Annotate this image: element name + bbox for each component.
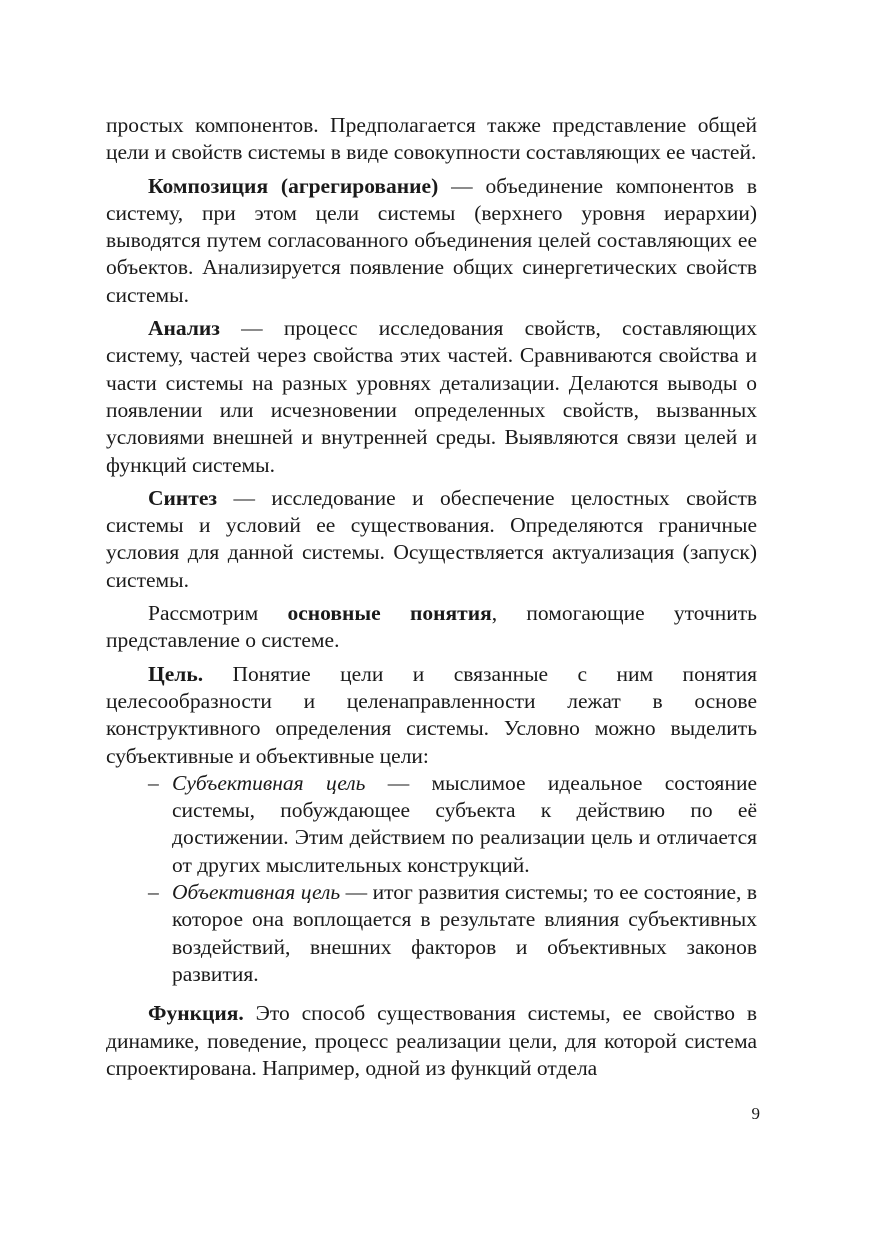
goal-types-list — [106, 770, 757, 988]
paragraph-text: Это способ существования системы, ее свойство в динамике, поведение, процесс реализации цели, для которой система спроектирована. Например, одной из функций отдела — [106, 1001, 757, 1080]
term-basic-concepts: основные понятия — [287, 601, 492, 626]
page-number: 9 — [751, 1104, 760, 1123]
paragraph-text: Рассмотрим — [148, 601, 288, 626]
paragraph-text: — объединение компонентов в систему, при этом цели системы (верхнего уровня иерархии) выводятся путем согласованного объединения целей составляющих ее объектов. Анализируется появление общих синергетических свойств системы. — [106, 173, 757, 307]
term-analysis: Анализ — [148, 316, 220, 341]
list-item — [106, 770, 757, 879]
paragraph-analysis — [106, 315, 757, 479]
paragraph-synthesis — [106, 485, 757, 594]
term-objective-goal: Объективная цель — [172, 880, 341, 905]
term-function: Функция. — [148, 1001, 244, 1026]
term-synthesis: Синтез — [148, 485, 218, 510]
paragraph-text: — процесс исследования свойств, составляющих систему, частей через свойства этих частей. Сравниваются свойства и части системы на разных уровнях детализации. Делаются выводы о появлении или исчезновении определенных свойств, вызванных условиями внешней и внутренней среды. Выявляются связи целей и функций системы. — [106, 316, 757, 477]
list-item-text: — мыслимое идеальное состояние системы, побуждающее субъекта к действию по её достижении. Этим действием по реализации цель и отличается от других мыслительных конструкций. — [172, 770, 757, 877]
page-body — [106, 112, 757, 1082]
list-item-text: — итог развития системы; то ее состояние, в которое она воплощается в результате влияния субъективных воздействий, внешних факторов и объективных законов развития. — [172, 880, 757, 986]
paragraph-composition — [106, 173, 757, 309]
list-dash: – — [148, 880, 159, 905]
term-subjective-goal: Субъективная цель — [172, 770, 366, 795]
paragraph-text: , помогающие уточнить представление о системе. — [106, 601, 757, 653]
paragraph-text: — исследование и обеспечение целостных свойств системы и условий ее существования. Определяются граничные условия для данной системы. Осуществляется актуализация (запуск) системы. — [106, 485, 757, 592]
paragraph-text: Понятие цели и связанные с ним понятия целесообразности и целенаправленности лежат в основе конструктивного определения системы. Условно можно выделить субъективные и объективные цели: — [106, 661, 757, 768]
list-dash: – — [148, 770, 159, 795]
paragraph-goal — [106, 661, 757, 770]
paragraph-function — [106, 1000, 757, 1082]
paragraph-continuation — [106, 112, 757, 167]
paragraph-basic-concepts — [106, 600, 757, 655]
term-goal: Цель. — [148, 661, 204, 686]
term-composition: Композиция (агрегирование) — [148, 173, 439, 198]
paragraph-text: простых компонентов. Предполагается также представление общей цели и свойств системы в виде совокупности составляющих ее частей. — [106, 113, 757, 165]
list-item — [106, 879, 757, 988]
